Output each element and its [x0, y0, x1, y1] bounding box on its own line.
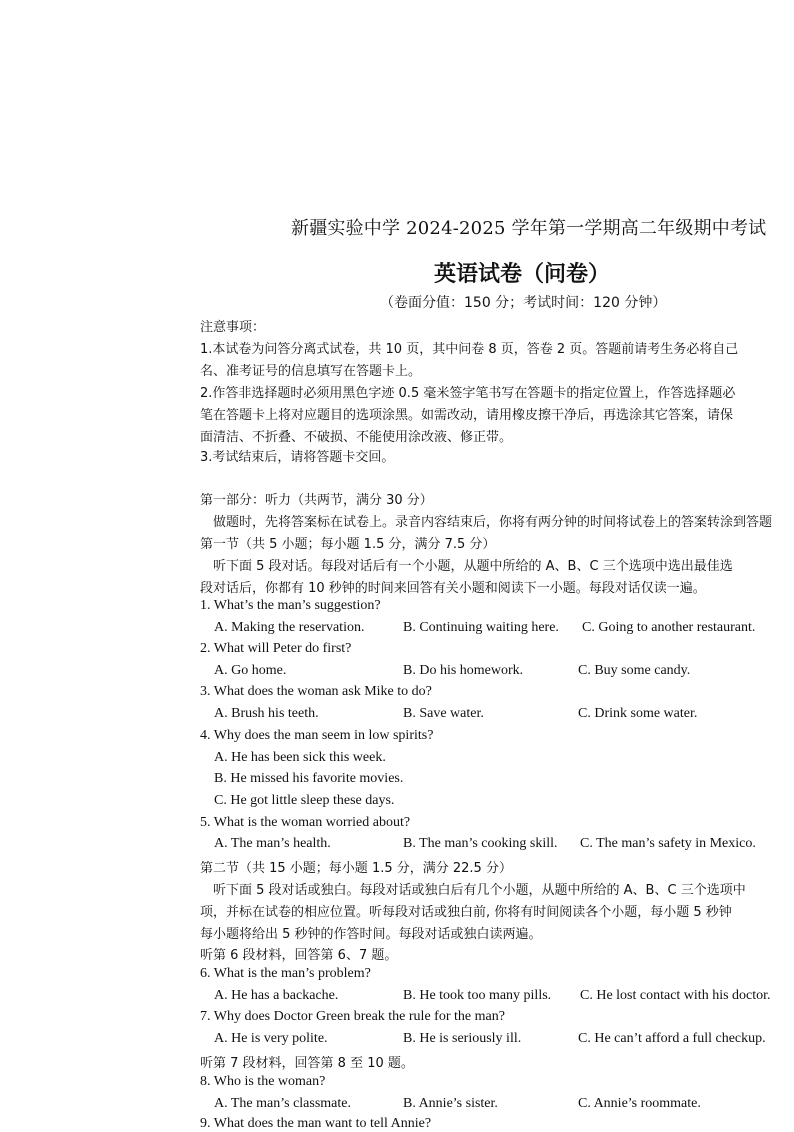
option-a: A. The man’s classmate.: [214, 1096, 351, 1111]
section2-heading: 第二节（共 15 小题；每小题 1.5 分，满分 22.5 分）: [200, 861, 512, 876]
notice-line: 名、准考证号的信息填写在答题卡上。: [200, 364, 422, 379]
question-stem: 2. What will Peter do first?: [200, 641, 352, 656]
notice-line: 笔在答题卡上将对应题目的选项涂黑。如需改动，请用橡皮擦干净后，再选涂其它答案，请保: [200, 408, 734, 423]
option-b: B. Continuing waiting here.: [403, 620, 559, 635]
question-stem: 6. What is the man’s problem?: [200, 966, 371, 981]
option-c: C. Annie’s roommate.: [578, 1096, 701, 1111]
question-stem: 3. What does the woman ask Mike to do?: [200, 684, 432, 699]
option-b: B. Do his homework.: [403, 663, 524, 678]
option-b: B. He took too many pills.: [403, 988, 552, 1003]
question-stem: 9. What does the man want to tell Annie?: [200, 1116, 432, 1131]
section1-heading: 第一节（共 5 小题；每小题 1.5 分，满分 7.5 分）: [200, 537, 496, 552]
option-c: C. He got little sleep these days.: [214, 793, 395, 808]
question-stem: 7. Why does Doctor Green break the rule for the man?: [200, 1009, 505, 1024]
option-c: C. Buy some candy.: [578, 663, 691, 678]
section2-intro: 每小题将给出 5 秒钟的作答时间。每段对话或独白读两遍。: [200, 927, 542, 942]
notice-heading: 注意事项：: [200, 320, 266, 335]
option-b: B. Save water.: [403, 706, 484, 721]
option-a: A. Making the reservation.: [214, 620, 365, 635]
option-c: C. Going to another restaurant.: [582, 620, 756, 635]
question-stem: 4. Why does the man seem in low spirits?: [200, 728, 434, 743]
notice-line: 1.本试卷为问答分离式试卷，共 10 页，其中问卷 8 页，答卷 2 页。答题前请考生务必将自己: [200, 342, 739, 357]
option-b: B. He missed his favorite movies.: [214, 771, 404, 786]
section2-intro: 项，并标在试卷的相应位置。听每段对话或独白前, 你将有时间阅读各个小题，每小题 5 秒钟: [200, 905, 732, 920]
question-stem: 5. What is the woman worried about?: [200, 815, 411, 830]
option-c: C. He can’t afford a full checkup.: [578, 1031, 766, 1046]
notice-line: 2.作答非选择题时必须用黑色字迹 0.5 毫米签字笔书写在答题卡的指定位置上，作答选择题必: [200, 386, 736, 401]
section2-intro: 听下面 5 段对话或独白。每段对话或独白后有几个小题，从题中所给的 A、B、C 三个选项中: [213, 883, 746, 898]
notice-line: 3.考试结束后，请将答题卡交回。: [200, 450, 395, 465]
exam-subtitle: 英语试卷（问卷）: [434, 262, 611, 287]
section1-intro: 段对话后，你都有 10 秒钟的时间来回答有关小题和阅读下一小题。每段对话仅读一遍。: [200, 581, 706, 596]
material-heading: 听第 6 段材料，回答第 6、7 题。: [200, 948, 398, 963]
exam-title: 新疆实验中学 2024-2025 学年第一学期高二年级期中考试: [291, 218, 767, 239]
material-heading: 听第 7 段材料，回答第 8 至 10 题。: [200, 1056, 414, 1071]
notice-line: 面清洁、不折叠、不破损、不能使用涂改液、修正带。: [200, 430, 513, 445]
part1-intro: 做题时，先将答案标在试卷上。录音内容结束后，你将有两分钟的时间将试卷上的答案转涂到答题: [213, 515, 773, 530]
question-stem: 1. What’s the man’s suggestion?: [200, 598, 381, 613]
score-info: （卷面分值：150 分；考试时间：120 分钟）: [380, 295, 667, 311]
option-c: C. Drink some water.: [578, 706, 698, 721]
option-a: A. He has a backache.: [214, 988, 339, 1003]
option-b: B. The man’s cooking skill.: [403, 836, 558, 851]
section1-intro: 听下面 5 段对话。每段对话后有一个小题，从题中所给的 A、B、C 三个选项中选出最佳选: [213, 559, 733, 574]
option-b: B. He is seriously ill.: [403, 1031, 522, 1046]
option-a: A. He has been sick this week.: [214, 750, 386, 765]
question-stem: 8. Who is the woman?: [200, 1074, 326, 1089]
part1-heading: 第一部分：听力（共两节，满分 30 分）: [200, 493, 433, 508]
option-c: C. He lost contact with his doctor.: [580, 988, 771, 1003]
option-a: A. Brush his teeth.: [214, 706, 319, 721]
option-a: A. He is very polite.: [214, 1031, 328, 1046]
option-a: A. Go home.: [214, 663, 287, 678]
option-c: C. The man’s safety in Mexico.: [580, 836, 756, 851]
option-b: B. Annie’s sister.: [403, 1096, 498, 1111]
option-a: A. The man’s health.: [214, 836, 331, 851]
